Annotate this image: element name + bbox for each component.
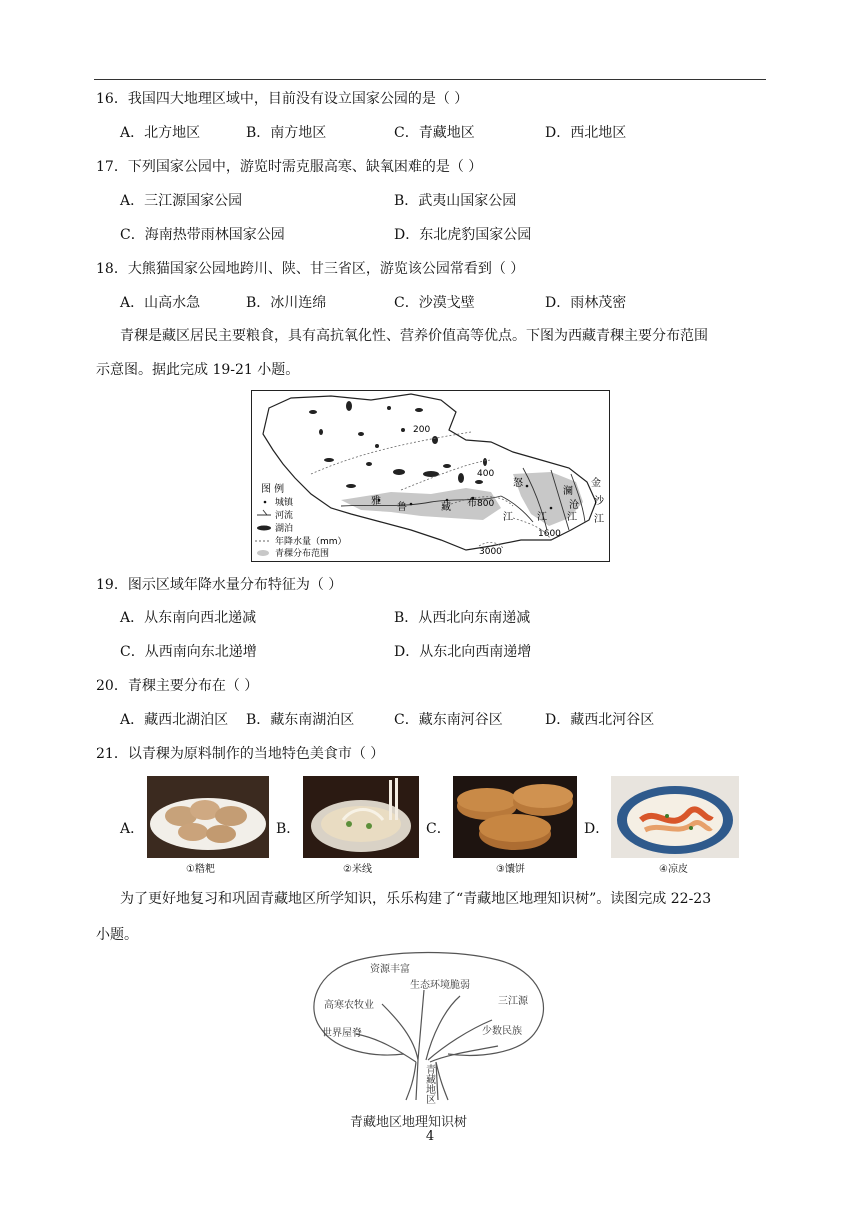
- q20-option-a[interactable]: A．藏西北湖泊区: [120, 712, 229, 728]
- river-char-3: 藏: [441, 502, 451, 513]
- q17-option-a[interactable]: A．三江源国家公园: [120, 193, 243, 209]
- tree-label-alpine-farming: 高寒农牧业: [324, 1000, 374, 1011]
- question-18: 18．大熊猫国家公园地跨川、陕、甘三省区，游览该公园常看到（ ）: [96, 261, 525, 277]
- question-21: 21．以青稞为原料制作的当地特色美食市（ ）: [96, 746, 385, 762]
- legend-precipitation: 年降水量（mm）: [275, 537, 347, 547]
- tree-label-fragile-ecology: 生态环境脆弱: [410, 980, 470, 991]
- q17-option-b[interactable]: B．武夷山国家公园: [394, 193, 517, 209]
- tree-label-minorities: 少数民族: [482, 1026, 522, 1037]
- isoline-label-200: 200: [413, 425, 431, 435]
- isoline-label-800: 800: [477, 499, 495, 509]
- river-char-5: 江: [503, 512, 513, 523]
- question-17: 17．下列国家公园中，游览时需克服高寒、缺氧困难的是（ ）: [96, 159, 483, 175]
- q20-option-c[interactable]: C．藏东南河谷区: [394, 712, 503, 728]
- question-16: 16．我国四大地理区域中，目前没有设立国家公园的是（ ）: [96, 91, 469, 107]
- q17-option-c[interactable]: C．海南热带雨林国家公园: [120, 227, 285, 243]
- east-char-3: 澜: [563, 486, 573, 497]
- legend-lake: 湖泊: [275, 524, 294, 534]
- tree-label-sanjiangyuan: 三江源: [498, 996, 528, 1007]
- food-image-rice-noodle: [303, 776, 419, 858]
- q20-option-d[interactable]: D．藏西北河谷区: [545, 712, 655, 728]
- q18-option-c[interactable]: C．沙漠戈壁: [394, 295, 475, 311]
- q19-option-b[interactable]: B．从西北向东南递减: [394, 610, 531, 626]
- tree-label-roof-of-world: 世界屋脊: [322, 1028, 362, 1039]
- east-char-2: 江: [537, 512, 547, 523]
- legend-barley: 青稞分布范围: [275, 549, 330, 559]
- legend-title: 图 例: [261, 484, 285, 495]
- q19-option-c[interactable]: C．从西南向东北递增: [120, 644, 257, 660]
- food-image-zanba: [147, 776, 269, 858]
- q18-option-b[interactable]: B．冰川连绵: [246, 295, 327, 311]
- tree-title: 青藏地区地理知识树: [350, 1115, 468, 1130]
- intro-22-23-line1: 为了更好地复习和巩固青藏地区所学知识，乐乐构建了“青藏地区地理知识树”。读图完成 22-23: [120, 891, 712, 907]
- caption-rice-noodle: ②米线: [343, 864, 372, 875]
- river-char-4: 布: [467, 498, 477, 509]
- q16-option-b[interactable]: B．南方地区: [246, 125, 327, 141]
- q18-option-a[interactable]: A．山高水急: [120, 295, 201, 311]
- tree-trunk-label: 青藏地区: [423, 1064, 435, 1104]
- q21-option-d[interactable]: D．: [584, 821, 610, 837]
- header-rule: [94, 79, 766, 80]
- east-char-6: 金: [591, 478, 601, 489]
- q16-option-d[interactable]: D．西北地区: [545, 125, 627, 141]
- question-20: 20．青稞主要分布在（ ）: [96, 678, 259, 694]
- east-char-4: 沧: [569, 500, 579, 511]
- knowledge-tree: [298, 950, 554, 1130]
- food-image-liangpi: [611, 776, 739, 858]
- east-char-8: 江: [594, 514, 604, 525]
- river-char-1: 雅: [371, 496, 381, 507]
- isoline-label-3000: 3000: [479, 547, 502, 557]
- caption-liangpi: ④凉皮: [659, 864, 688, 875]
- legend-town: 城镇: [275, 498, 294, 508]
- q16-option-c[interactable]: C．青藏地区: [394, 125, 475, 141]
- q18-option-d[interactable]: D．雨林茂密: [545, 295, 627, 311]
- legend-river: 河流: [275, 511, 294, 521]
- east-char-5: 江: [567, 512, 577, 523]
- q17-option-d[interactable]: D．东北虎豹国家公园: [394, 227, 532, 243]
- q21-option-b[interactable]: B．: [276, 821, 301, 837]
- q21-option-c[interactable]: C．: [426, 821, 451, 837]
- caption-nang: ③馕饼: [496, 864, 525, 875]
- question-19: 19．图示区域年降水量分布特征为（ ）: [96, 577, 343, 593]
- caption-zanba: ①糌粑: [186, 864, 215, 875]
- tree-label-resources: 资源丰富: [370, 964, 410, 975]
- river-char-2: 鲁: [397, 502, 407, 513]
- q21-option-a[interactable]: A．: [120, 821, 145, 837]
- intro-22-23-line2: 小题。: [96, 927, 138, 943]
- q16-option-a[interactable]: A．北方地区: [120, 125, 201, 141]
- food-image-nang: [453, 776, 577, 858]
- intro-19-21-line1: 青稞是藏区居民主要粮食，具有高抗氧化性、营养价值高等优点。下图为西藏青稞主要分布范围: [120, 328, 708, 344]
- tibet-barley-map: [251, 390, 610, 562]
- east-char-7: 沙: [594, 496, 604, 507]
- q19-option-a[interactable]: A．从东南向西北递减: [120, 610, 257, 626]
- q20-option-b[interactable]: B．藏东南湖泊区: [246, 712, 355, 728]
- q19-option-d[interactable]: D．从东北向西南递增: [394, 644, 532, 660]
- east-char-1: 怒: [513, 478, 523, 489]
- page-number: 4: [425, 1129, 435, 1144]
- isoline-label-400: 400: [477, 469, 495, 479]
- intro-19-21-line2: 示意图。据此完成 19-21 小题。: [96, 362, 300, 378]
- isoline-label-1600: 1600: [538, 529, 561, 539]
